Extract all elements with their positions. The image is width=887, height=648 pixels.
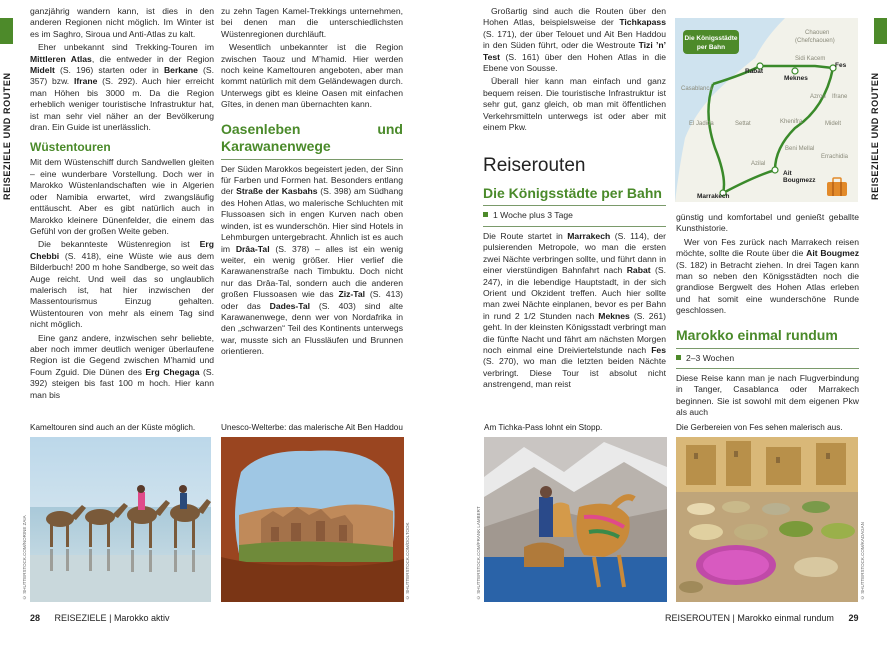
paragraph: Wesentlich unbekannter ist die Region zwischen Taouz und M’hamid. Hier werden noch keine Kameltouren angeboten, aber man kommt natürlich mit dem Geländewagen durch. Unterwegs gibt es kleine Oasen mit einfachen Gîtes, in denen man übernachten kann. xyxy=(221,42,403,110)
map-legend-text: Die Königsstädte xyxy=(684,35,738,42)
map-label-city: Marrakech xyxy=(697,193,730,200)
map-label-city: Beni Mellal xyxy=(785,146,815,152)
footer-section: REISEZIELE xyxy=(54,613,107,623)
paragraph: Überall hier kann man einfach und ganz bequem reisen. Die touristische Infrastruktur ist sehr gut, ganz gleich, ob man mit öffentlichen Verkehrsmitteln unterwegs ist oder aber mit einem Pkw. xyxy=(483,76,666,133)
photo-credit: © SHUTTERSTOCK.COM/DOLTOOK xyxy=(405,522,410,600)
photo-credit: © SHUTTERSTOCK.COM/KADAGAN xyxy=(860,522,865,600)
page-number: 28 xyxy=(30,613,41,623)
side-label-right: REISEZIELE UND ROUTEN xyxy=(870,72,880,200)
paragraph: Die Route startet in Marrakech (S. 114), der pulsierenden Metropole, wo man die ersten zwei Nächte verbringen sollte, und führt dann in einer vierstündigen Bahnfahrt nach Rabat (S. 247), in die lebendige Hauptstadt, in der sich Orient und Okzident treffen. Auch hier sollte man zwei Nächte einplanen, bevor es per Bahn in rund 2 1/2 Stunden nach Meknes (S. 261) geht. In der kleinsten Königsstadt verbringt man die fünfte Nacht und fährt am nächsten Morgen noch einmal eine Dreiviertelstunde nach Fes (S. 270), wo man die letzten beiden Nächte verbringt. Diese Tour ist absolut nicht anstrengend, man reist xyxy=(483,230,666,390)
bullet-icon xyxy=(483,212,488,217)
duration-badge: 1 Woche plus 3 Tage xyxy=(483,210,666,221)
footer-title: Marokko einmal rundum xyxy=(737,613,834,623)
chapter-tab-right xyxy=(874,18,887,44)
divider xyxy=(676,368,859,369)
paragraph: Großartig sind auch die Routen über den Hohen Atlas, beispielsweise der Tichkapass (S. 171), der über Telouet und Ait Ben Haddou in den Süden führt, oder die Westroute Tizi ’n’ Test (S. 161) über den Hohen Atlas in die Ebene von Sousse. xyxy=(483,6,666,74)
photo-tichka-pass xyxy=(484,437,667,602)
footer-separator: | xyxy=(109,613,112,623)
map-label-city: (Chefchaouen) xyxy=(795,38,835,44)
footer-left xyxy=(30,613,169,623)
map-label-city: Khenifra xyxy=(780,119,803,125)
map-label-city: Ifrane xyxy=(832,94,848,100)
side-label-left: REISEZIELE UND ROUTEN xyxy=(2,72,12,200)
divider xyxy=(483,205,666,206)
heading-wuestentouren: Wüstentouren xyxy=(30,140,111,155)
page-number: 29 xyxy=(848,613,859,623)
map-label-city: Azrou xyxy=(810,94,826,100)
map-label-city: Rabat xyxy=(745,68,764,75)
duration-badge: 2–3 Wochen xyxy=(676,353,859,364)
suitcase-icon xyxy=(827,178,847,196)
map-label-city: El Jadida xyxy=(689,121,714,127)
paragraph: Die bekannteste Wüstenregion ist Erg Chebbi (S. 418), eine Wüste wie aus dem Bilderbuch! 200 m hohe Sandberge, so weit das Auge reicht. Und weil das so unglaublich malerisch ist, hat hier inzwischen der Massentourismus Einzug gehalten. Wüstentouren von mehr als einem Tag sind nicht möglich. xyxy=(30,239,214,330)
left-column-1 xyxy=(30,6,214,403)
paragraph: Der Süden Marokkos begeistert jeden, der Sinn für Farben und Formen hat. Besonders entlang der Straße der Kasbahs (S. 398) am Südhang des Hohen Atlas, wo malerische Schluchten mit Flussoasen sich in engen Kurven nach oben winden, ist es wunderschön. Hier sind Hotels in Lehmburgen untergebracht. Ähnlich ist es auch im Drâa-Tal (S. 378) – alles ist ein wenig weiter, ein wenig größer. Hier verlief die Karawanenstraße nach Timbuktu. Doch nicht nur das Drâa-Tal, sondern auch die anderen großen Flussoasen wie das Ziz-Tal (S. 413) oder das Dades-Tal (S. 403) sind alte Karawanenwege, denn wer von Nordafrika in den „schwarzen“ Teil des Kontinents unterwegs war, musste sich an Flussläufen und Brunnen orientieren. xyxy=(221,163,403,357)
footer-right xyxy=(665,613,858,623)
chapter-tab-left xyxy=(0,18,13,44)
footer-section: REISEROUTEN xyxy=(665,613,731,623)
caption-camel: Kameltouren sind auch an der Küste möglich. xyxy=(30,423,196,432)
map-legend-text: per Bahn xyxy=(696,44,726,51)
photo-fes-tanneries xyxy=(676,437,858,602)
map-label-city: Midelt xyxy=(825,121,842,127)
heading-oasenleben: Oasenleben und Karawanenwege xyxy=(221,120,403,154)
paragraph: Wer von Fes zurück nach Marrakech reisen möchte, sollte die Route über die Ait Bougmez (S. 182) in Betracht ziehen. In drei Tagen kann man so neben den Königsstädten noch die grandiose Bergwelt des Hohen Atlas erleben und hat somit eine wunderschöne Runde geschlossen. xyxy=(676,236,860,316)
paragraph: Diese Reise kann man je nach Flugverbindung in Tanger, Casablanca oder Marrakech beginnen. Sie ist sowohl mit dem eigenen Pkw als auch xyxy=(676,373,859,418)
map-label-city: Chaouen xyxy=(805,30,830,36)
right-column-2 xyxy=(676,212,859,421)
caption-ait-ben-haddou: Unesco-Welterbe: das malerische Ait Ben Haddou xyxy=(221,423,403,432)
divider xyxy=(221,159,403,160)
photo-ait-ben-haddou xyxy=(221,437,404,602)
map-label-city: Errachidia xyxy=(821,154,849,160)
paragraph: Mit dem Wüstenschiff durch Sandwellen gleiten – eine wunderbare Vorstellung. Doch wer in Marokko Wüstenlandschaften wie in Algerien oder Namibia erwartet, wird zwangsläufig enttäuscht. Aber es gibt natürlich auch in Marokko kleinere Dünenfelder, die einem das Gefühl von der großen Weite geben. xyxy=(30,157,214,236)
map-label-city: Bougmezz xyxy=(783,177,816,184)
paragraph: zu zehn Tagen Kamel-Trekkings unternehmen, bei denen man die unterschiedlichsten Wüstenregionen durchläuft. xyxy=(221,6,403,39)
map-label-city: Sidi Kacem xyxy=(795,56,826,62)
footer-separator: | xyxy=(732,613,735,623)
photo-credit: © SHUTTERSTOCK.COM/FRANK LAMBERT xyxy=(476,506,481,600)
divider xyxy=(676,348,859,349)
paragraph: Eine ganz andere, inzwischen sehr beliebte, aber noch immer deutlich weniger überlaufene Region ist die Gegend zwischen M’hamid und Foum Zguid. Die Dünen des Erg Chegaga (S. 392) steigen bis fast 100 m hoch. Hier kann man bis xyxy=(30,332,214,400)
photo-credit: © SHUTTERSTOCK.COM/NORINE ZAIA xyxy=(22,515,27,600)
paragraph: Eher unbekannt sind Trekking-Touren im Mittleren Atlas, die entweder in der Region Midelt (S. 196) starten oder in Berkane (S. 357) bzw. Ifrane (S. 292). Auch hier erreicht man Höhen bis 3000 m. Da die Region erheblich weniger touristische Infrastruktur hat, ist man sehr viel näher an der Bevölkerung dran. Ein Guide ist unerlässlich. xyxy=(30,42,215,133)
paragraph: ganzjährig wandern kann, ist dies in den anderen Regionen nicht möglich. Im Winter ist es im Saghro, Siroua und Anti-Atlas zu kalt. xyxy=(30,6,214,39)
bullet-icon xyxy=(676,355,681,360)
route-map xyxy=(675,18,858,202)
heading-reiserouten: Reiserouten xyxy=(483,155,586,177)
footer-title: Marokko aktiv xyxy=(113,613,170,623)
divider xyxy=(483,226,666,227)
left-column-2 xyxy=(221,6,403,360)
map-label-city: Casablanca xyxy=(681,86,713,92)
paragraph: günstig und komfortabel und genießt geballte Kunsthistorie. xyxy=(676,212,859,234)
map-label-city: Meknes xyxy=(784,75,808,82)
map-label-city: Azilal xyxy=(751,161,766,167)
caption-gerbereien: Die Gerbereien von Fes sehen malerisch aus. xyxy=(676,423,843,432)
map-label-city: Fes xyxy=(835,62,847,69)
heading-koenigsstaedte: Die Königsstädte per Bahn xyxy=(483,185,662,202)
caption-tichka: Am Tichka-Pass lohnt ein Stopp. xyxy=(484,423,603,432)
map-label-city: Settat xyxy=(735,121,751,127)
photo-camels-coast xyxy=(30,437,211,602)
right-column-1 xyxy=(483,6,666,393)
map-label-city: Ait xyxy=(783,170,792,177)
heading-marokko-rundum: Marokko einmal rundum xyxy=(676,326,838,343)
